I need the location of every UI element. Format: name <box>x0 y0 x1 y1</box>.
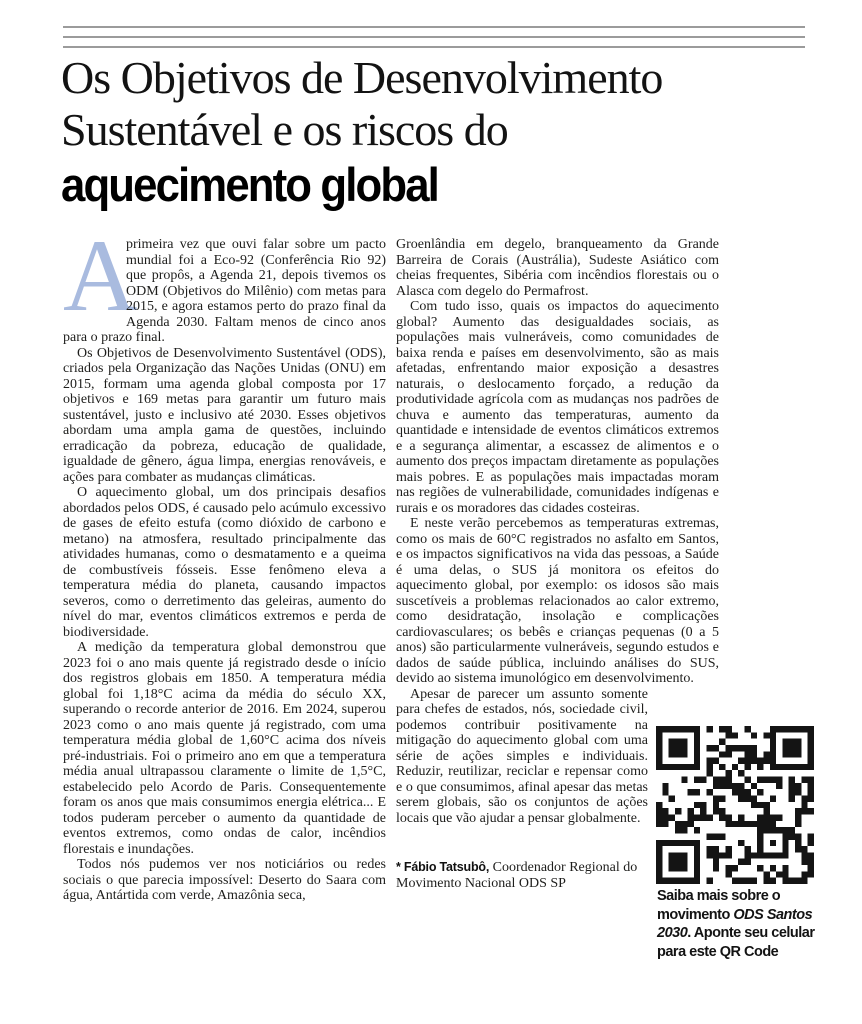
headline-line2: Sustentável e os riscos do <box>61 104 508 155</box>
paragraph: Apesar de parecer um assunto somente para chefes de estados, nós, sociedade civil, podemos contribuir positivamente na mitigação do aquecimento global com uma série de ações simples e individuais. Reduzir, reutilizar, reciclar e repensar como e o que consumimos, afinal apesar das metas serem globais, são os conjuntos de ações locais que vão ajudar a pensar globalmente. <box>396 686 648 826</box>
paragraph-text: primeira vez que ouvi falar sobre um pacto mundial foi a Eco-92 (Conferência Rio 92) que propôs, a Agenda 21, depois tivemos os ODM (Objetivos do Milênio) com metas para 2015, e agora estamos perto do prazo final da Agenda 2030. Faltam menos de cinco anos para o prazo final. <box>63 237 386 345</box>
paragraph: A medição da temperatura global demonstrou que 2023 foi o ano mais quente já registrado desde o início dos registros globais em 1850. A temperatura média global foi 1,18°C acima da média do século XX, superando o recorde anterior de 2016. Em 2024, superou 2023 como o ano mais quente já registrado, com uma temperatura média global de 1,60°C acima dos níveis pré-industriais. Foi o primeiro ano em que a temperatura média anual ultrapassou claramente o limite de 1,5°C, estabelecido pelo Acordo de Paris. Consequentemente foram os anos que mais consumimos energia elétrica... E todos puderam perceber o aumento da quantidade de eventos extremos, como ondas de calor, incêndios florestais e inundações. <box>63 640 386 857</box>
article-headline <box>61 52 821 211</box>
qr-caption-text: Saiba mais sobre o movimento <box>657 888 781 923</box>
qr-code-icon <box>656 726 814 884</box>
article-body <box>63 219 719 904</box>
byline-role: Coordenador Regional do Movimento Nacional ODS SP <box>396 860 638 891</box>
paragraph: O aquecimento global, um dos principais desafios abordados pelos ODS, é causado pelo acúmulo excessivo de gases de efeito estufa (como dióxido de carbono e metano) na atmosfera, resultado principalmente das atividades humanas, como o desmatamento e a queima de combustíveis fósseis. Esse fenômeno eleva a temperatura média do planeta, causando impactos severos, como o derretimento das geleiras, aumento do nível do mar, eventos climáticos extremos e perda de biodiversidade. <box>63 485 386 640</box>
headline-bold: aquecimento global <box>61 158 438 211</box>
rule-line <box>63 26 805 28</box>
headline-line1: Os Objetivos de Desenvolvimento <box>61 52 663 103</box>
byline <box>396 860 648 891</box>
paragraph-lead <box>63 219 386 346</box>
column-1 <box>63 219 386 904</box>
paragraph: Os Objetivos de Desenvolvimento Sustentável (ODS), criados pela Organização das Nações Unidas (ONU) em 2015, formam uma agenda global composta por 17 objetivos e 169 metas para garantir um futuro mais sustentável, justo e inclusivo até 2030. Esses objetivos abordam uma ampla gama de questões, incluindo erradicação da pobreza, educação de qualidade, igualdade de gênero, água limpa, energias renováveis, e ações para combater as mudanças climáticas. <box>63 345 386 485</box>
qr-caption-text: . Aponte seu celular para este QR Code <box>657 925 815 960</box>
drop-cap: A <box>63 219 138 333</box>
paragraph: Todos nós pudemos ver nos noticiários ou redes sociais o que parecia impossível: Deserto do Saara com água, Antártida com verde, Amazônia seca, <box>63 857 386 903</box>
rule-line <box>63 46 805 48</box>
qr-caption <box>657 887 820 961</box>
paragraph: Com tudo isso, quais os impactos do aquecimento global? Aumento das desigualdades sociais, as populações mais vulneráveis, como comunidades de baixa renda e países em desenvolvimento, são as mais afetadas, enfrentando maior exposição a desastres naturais, o deslocamento forçado, a redução da produtividade agrícola com as mudanças nos padrões de chuva e aumento das temperaturas, aumento da quantidade e intensidade de eventos climáticos extremos e a segurança alimentar, a escassez de alimentos e o aumento dos preços impactam diretamente as populações mais pobres. E as populações mais impactadas moram nas regiões de vulnerabilidade, comunidades indígenas e rurais e os moradores das cidades costeiras. <box>396 299 719 516</box>
byline-author: * Fábio Tatsubô, <box>396 860 490 874</box>
paragraph-continuation: Groenlândia em degelo, branqueamento da Grande Barreira de Corais (Austrália), Sudeste Asiático com cheias frequentes, Sibéria com incêndios florestais ou o Alasca com degelo do Permafrost. <box>396 237 719 299</box>
paragraph: E neste verão percebemos as temperaturas extremas, como os mais de 60°C registrados no asfalto em Santos, e os impactos significativos na vida das pessoas, a Saúde é uma delas, o SUS já monitora os efeitos do aquecimento global, por exemplo: os idosos são mais suscetíveis a problemas relacionados ao calor extremo, como desidratação, insolação e complicações cardiovasculares; os bebês e crianças pequenas (0 a 5 anos) são particularmente vulneráveis, segundo estudos e dados de saúde pública, incluindo análises do SUS, devido ao sistema imunológico em desenvolvimento. <box>396 516 719 686</box>
qr-caption-italic: ODS Santos 2030 <box>657 906 813 941</box>
rule-line <box>63 36 805 38</box>
